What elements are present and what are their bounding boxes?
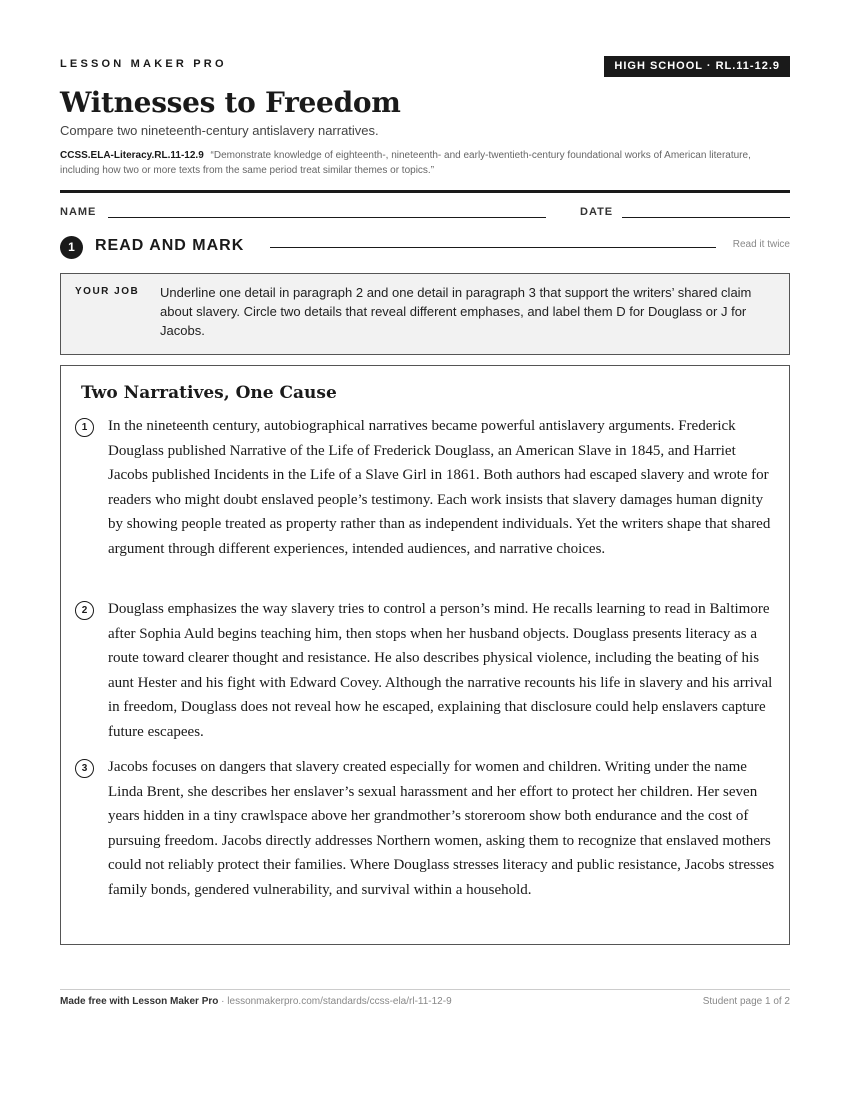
section-divider [270, 247, 716, 248]
page-title: Witnesses to Freedom [60, 86, 401, 119]
passage-paragraph: Douglass emphasizes the way slavery tries to control a person’s mind. He recalls learning to read in Baltimore after Sophia Auld begins teaching him, then stops when her husband objects. Douglass presents literacy as a route toward clearer thought and resistance. He also describes physical violence, including the beating of his aunt Hester and his fight with Edward Covey. Although the narrative recounts his life in slavery and his arrival in freedom, Douglass does not reveal how he escaped, explaining that disclosure could help enslavers capture future escapees. [108, 601, 773, 740]
job-text: Underline one detail in paragraph 2 and one detail in paragraph 3 that support the writers’ shared claim about slavery. Circle two details that reveal different emphases, and label them D for Douglass or J for Jacobs. [160, 285, 752, 338]
standard-citation [60, 148, 790, 178]
passage-paragraph: Jacobs focuses on dangers that slavery created especially for women and children. Writing under the name Linda Brent, she describes her enslaver’s sexual harassment and her effort to protect her children. Her seven years hidden in a tiny crawlspace above her grandmother’s storeroom show both endurance and the cost of pursuing freedom. Jacobs directly addresses Northern women, asking them to recognize that enslaved mothers could not reliably protect their families. Where Douglass stresses literacy and public resistance, Jacobs stresses family bonds, gendered vulnerability, and survival within a household. [108, 759, 775, 898]
name-field[interactable] [108, 217, 546, 218]
top-bar [60, 56, 790, 78]
job-instructions-box [60, 273, 790, 355]
footer-credit: Made free with Lesson Maker Pro [60, 996, 219, 1007]
brand-name: LESSON MAKER PRO [60, 58, 227, 70]
standard-text: “Demonstrate knowledge of eighteenth-, nineteenth- and early-twentieth-century foundational works of American literature, including how two or more texts from the same period treat similar themes or topics.” [60, 150, 751, 176]
footer-divider [60, 989, 790, 990]
paragraph-number-badge: 1 [75, 418, 94, 437]
page-subtitle: Compare two nineteenth-century antislavery narratives. [60, 123, 379, 138]
reading-passage [60, 365, 790, 945]
passage-title: Two Narratives, One Cause [81, 383, 337, 403]
name-date-fields [60, 205, 790, 223]
section-hint: Read it twice [732, 239, 790, 250]
footer-url[interactable]: · lessonmakerpro.com/standards/ccss-ela/rl-11-12-9 [221, 996, 452, 1007]
header-divider [60, 190, 790, 193]
section-header [60, 235, 790, 259]
step-number-badge: 1 [60, 236, 83, 259]
paragraph-number-badge: 3 [75, 759, 94, 778]
date-field[interactable] [622, 217, 790, 218]
passage-paragraph: In the nineteenth century, autobiographical narratives became powerful antislavery arguments. Frederick Douglass published Narrative of the Life of Frederick Douglass, an American Slave in 1845, and Harriet Jacobs published Incidents in the Life of a Slave Girl in 1861. Both authors had escaped slavery and wrote for readers who might doubt enslaved people’s testimony. Each work insists that slavery damages human dignity by showing people treated as property rather than as independent individuals. Yet the writers shape that shared argument through different experiences, intended audiences, and narrative choices. [108, 418, 771, 557]
grade-standard-badge: HIGH SCHOOL · RL.11-12.9 [604, 56, 790, 77]
standard-code: CCSS.ELA-Literacy.RL.11-12.9 [60, 150, 204, 161]
paragraph-number-badge: 2 [75, 601, 94, 620]
section-title: READ AND MARK [95, 237, 245, 254]
page-indicator: Student page 1 of 2 [702, 996, 790, 1007]
date-label: DATE [580, 206, 614, 218]
footer [60, 996, 790, 1007]
name-label: NAME [60, 206, 97, 218]
job-label: YOUR JOB [75, 286, 140, 297]
